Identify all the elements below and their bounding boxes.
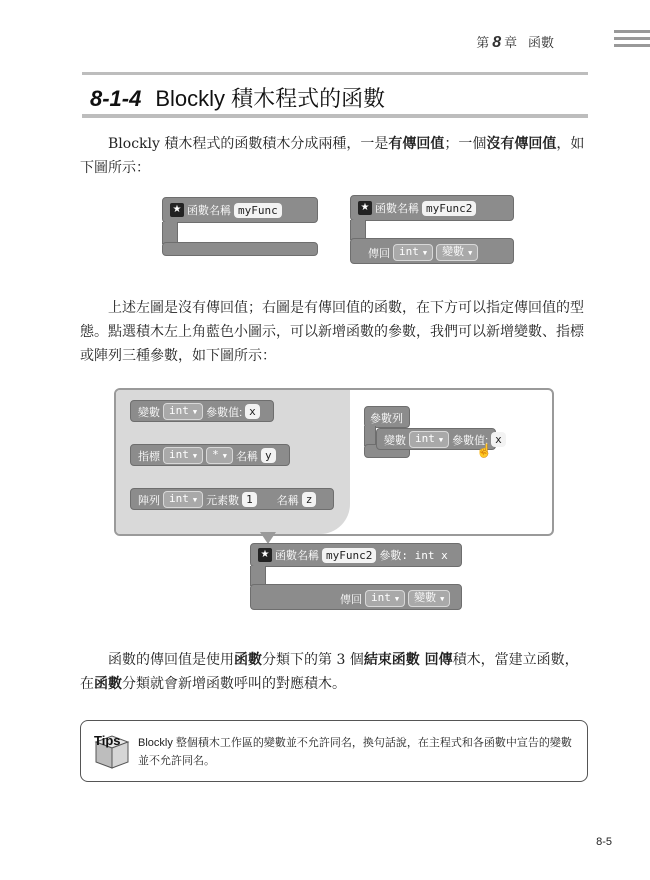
- return-row: [340, 590, 450, 607]
- param-count-field[interactable]: 1: [242, 492, 257, 507]
- type-dropdown[interactable]: int ▼: [163, 447, 203, 464]
- param-name-field[interactable]: z: [302, 492, 317, 507]
- hand-cursor-icon: ☝: [476, 444, 493, 459]
- param-var-label: 變數: [138, 406, 160, 419]
- func-name-label: 函數名稱: [187, 205, 231, 217]
- param-var-row: [138, 403, 260, 420]
- chapter-title: 函數: [527, 35, 554, 50]
- func-header-left: [170, 202, 282, 218]
- param-value-field[interactable]: x: [245, 404, 260, 419]
- param-value-field[interactable]: x: [491, 432, 506, 447]
- section-title: [90, 82, 385, 113]
- param-pointer-row: [138, 447, 276, 464]
- tips-text: Blockly 整個積木工作區的變數並不允許同名，換句話說，在主程式和各函數中宣告的變數並不允許同名。: [138, 737, 572, 767]
- star-icon[interactable]: ★: [358, 201, 372, 215]
- type-dropdown[interactable]: int ▼: [365, 590, 405, 607]
- func-name-field[interactable]: myFunc2: [322, 548, 376, 563]
- chapter-suffix: 章: [504, 35, 518, 50]
- func-name-field[interactable]: myFunc2: [422, 201, 476, 216]
- param-name-label: 名稱: [235, 450, 258, 463]
- param-array-row: [138, 491, 316, 508]
- func-name-field[interactable]: myFunc: [234, 203, 282, 218]
- param-list-spine: [364, 426, 376, 446]
- return-row: [368, 244, 478, 261]
- func-block-spine: [162, 222, 178, 244]
- func-header-right: [358, 200, 476, 216]
- type-dropdown[interactable]: int ▼: [163, 491, 203, 508]
- type-dropdown[interactable]: int ▼: [409, 431, 449, 448]
- pointer-dropdown[interactable]: * ▼: [206, 447, 233, 464]
- param-list-header: [370, 410, 403, 426]
- param-value-label: 參數值:: [452, 434, 489, 447]
- return-label: 傳回: [368, 247, 390, 260]
- param-value-label: 參數值:: [206, 406, 243, 419]
- header-decoration: [614, 30, 650, 51]
- return-label: 傳回: [340, 593, 362, 606]
- section-title-text: Blockly 積木程式的函數: [155, 86, 386, 111]
- func-block-bottom: [162, 242, 318, 256]
- param-pointer-label: 指標: [138, 450, 160, 463]
- section-number: 8-1-4: [90, 86, 142, 111]
- star-icon[interactable]: ★: [258, 548, 272, 562]
- param-name-label: 名稱: [276, 494, 299, 507]
- param-count-label: 元素數: [206, 494, 240, 507]
- paragraph-3: 函數的傳回值是使用函數分類下的第 3 個結束函數 回傳積木，當建立函數，在函數分類就會新增函數呼叫的對應積木。: [80, 652, 579, 692]
- param-name-field[interactable]: y: [261, 448, 276, 463]
- page-number: 8-5: [596, 836, 612, 848]
- param-list-label: 參數列: [370, 413, 403, 425]
- paragraph-1: Blockly 積木程式的函數積木分成兩種，一是有傳回值；一個沒有傳回值，如下圖所示：: [80, 136, 585, 176]
- var-dropdown[interactable]: 變數 ▼: [408, 590, 450, 607]
- paragraph-2: 上述左圖是沒有傳回值；右圖是有傳回值的函數，在下方可以指定傳回值的型態。點選積木左上角藍色小圖示，可以新增函數的參數，我們可以新增變數、指標或陣列三種參數，如下圖所示：: [80, 300, 584, 364]
- type-dropdown[interactable]: int ▼: [393, 244, 433, 261]
- chapter-header: [476, 32, 554, 52]
- func-block-spine: [250, 566, 266, 586]
- param-array-label: 陣列: [138, 494, 160, 507]
- func-name-label: 函數名稱: [275, 550, 319, 562]
- func-params-text: 參數: int x: [379, 549, 448, 562]
- title-rule-bottom: [82, 114, 588, 118]
- type-dropdown[interactable]: int ▼: [163, 403, 203, 420]
- star-icon[interactable]: ★: [170, 203, 184, 217]
- title-rule-top: [82, 72, 588, 75]
- func-params-header: [258, 547, 448, 563]
- chapter-prefix: 第: [476, 35, 490, 50]
- param-list-item-label: 變數: [384, 434, 406, 447]
- var-dropdown[interactable]: 變數 ▼: [436, 244, 478, 261]
- func-name-label: 函數名稱: [375, 203, 419, 215]
- func-block-spine: [350, 220, 366, 240]
- tips-badge: Tips: [94, 733, 121, 748]
- chapter-number: 8: [492, 34, 502, 51]
